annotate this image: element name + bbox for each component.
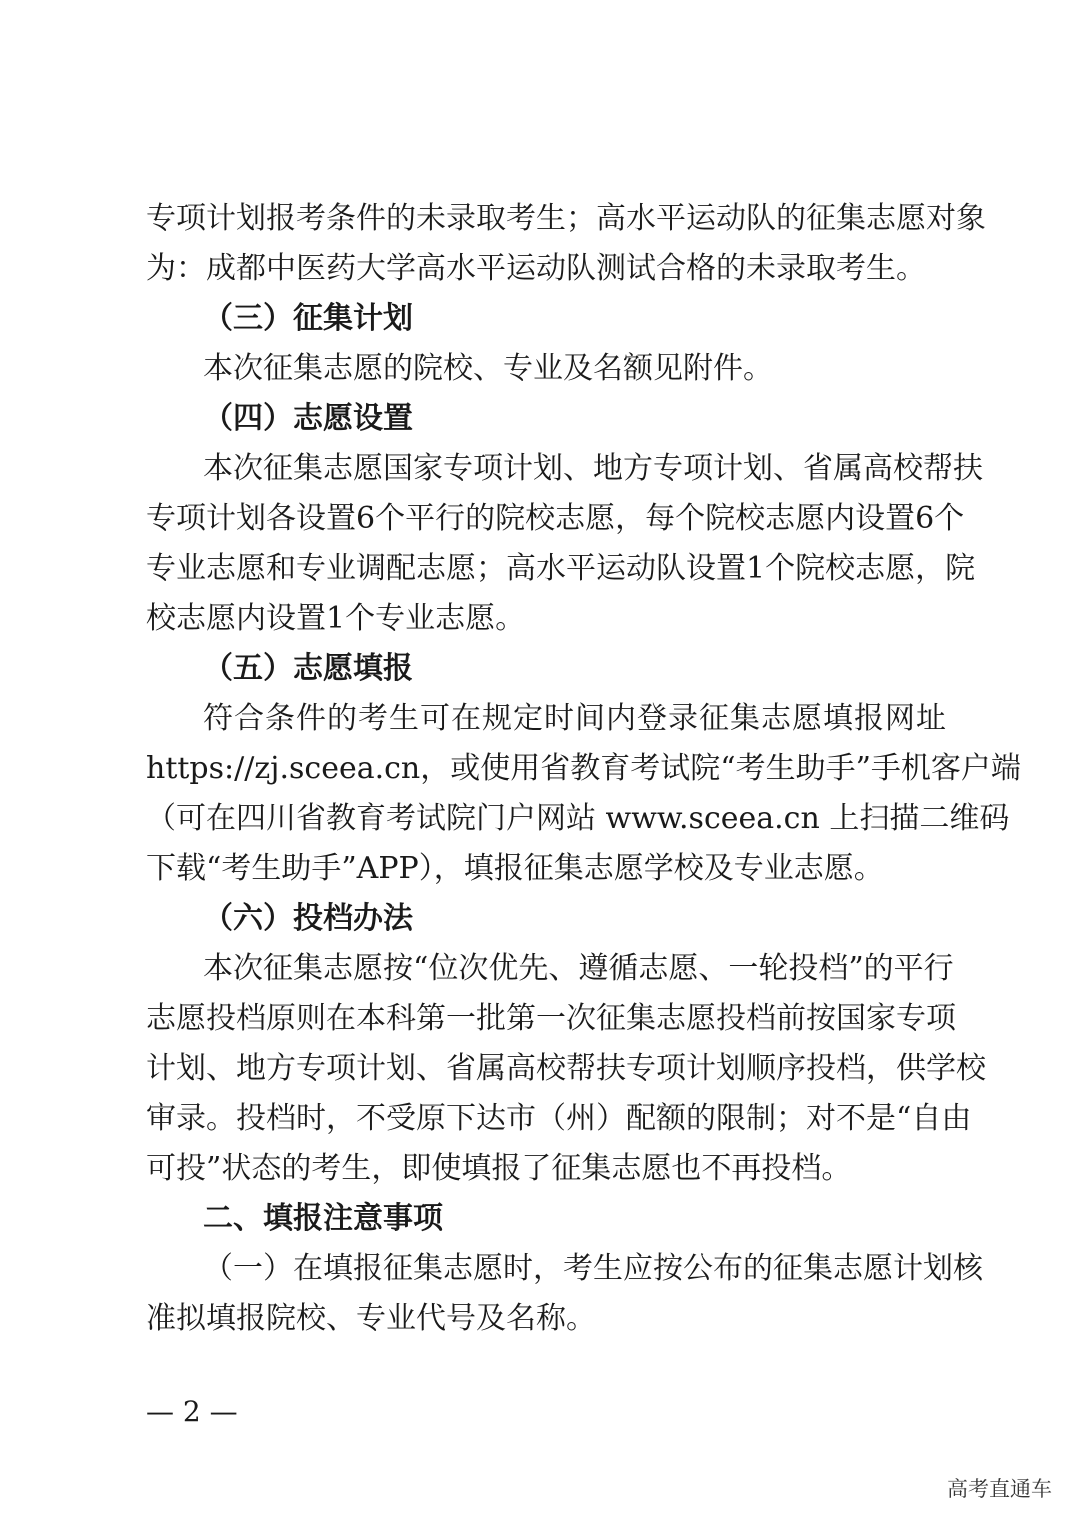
- paragraph-line: 专业志愿和专业调配志愿；高水平运动队设置1个院校志愿，院: [146, 551, 976, 586]
- paragraph-line: 专项计划报考条件的未录取考生；高水平运动队的征集志愿对象: [146, 201, 986, 236]
- paragraph-line: （一）在填报征集志愿时，考生应按公布的征集志愿计划核: [203, 1251, 983, 1286]
- paragraph-line: 可投”状态的考生，即使填报了征集志愿也不再投档。: [146, 1151, 852, 1186]
- section-heading: （三）征集计划: [203, 301, 413, 336]
- paragraph-line: 符合条件的考生可在规定时间内登录征集志愿填报网址: [203, 701, 946, 736]
- paragraph-line: 志愿投档原则在本科第一批第一次征集志愿投档前按国家专项: [146, 1001, 956, 1036]
- section-heading: 二、填报注意事项: [203, 1201, 443, 1236]
- paragraph-line: https://zj.sceea.cn，或使用省教育考试院“考生助手”手机客户端: [146, 751, 1021, 786]
- section-heading: （四）志愿设置: [203, 401, 413, 436]
- paragraph-line: 下载“考生助手”APP），填报征集志愿学校及专业志愿。: [146, 851, 884, 886]
- paragraph-line: 准拟填报院校、专业代号及名称。: [146, 1301, 596, 1336]
- section-heading: （五）志愿填报: [203, 651, 413, 686]
- paragraph-line: 审录。投档时，不受原下达市（州）配额的限制；对不是“自由: [146, 1101, 972, 1136]
- section-heading: （六）投档办法: [203, 901, 413, 936]
- paragraph-line: 本次征集志愿的院校、专业及名额见附件。: [203, 351, 773, 386]
- paragraph-line: 本次征集志愿按“位次优先、遵循志愿、一轮投档”的平行: [203, 951, 954, 986]
- paragraph-line: 专项计划各设置6个平行的院校志愿，每个院校志愿内设置6个: [146, 501, 965, 536]
- paragraph-line: 计划、地方专项计划、省属高校帮扶专项计划顺序投档，供学校: [146, 1051, 986, 1086]
- page-number: — 2 —: [146, 1395, 238, 1428]
- paragraph-line: 为：成都中医药大学高水平运动队测试合格的未录取考生。: [146, 251, 926, 286]
- watermark-text: 高考直通车: [947, 1477, 1052, 1501]
- paragraph-line: 本次征集志愿国家专项计划、地方专项计划、省属高校帮扶: [203, 451, 983, 486]
- paragraph-line: 校志愿内设置1个专业志愿。: [146, 601, 526, 636]
- paragraph-line: （可在四川省教育考试院门户网站 www.sceea.cn 上扫描二维码: [146, 801, 1010, 836]
